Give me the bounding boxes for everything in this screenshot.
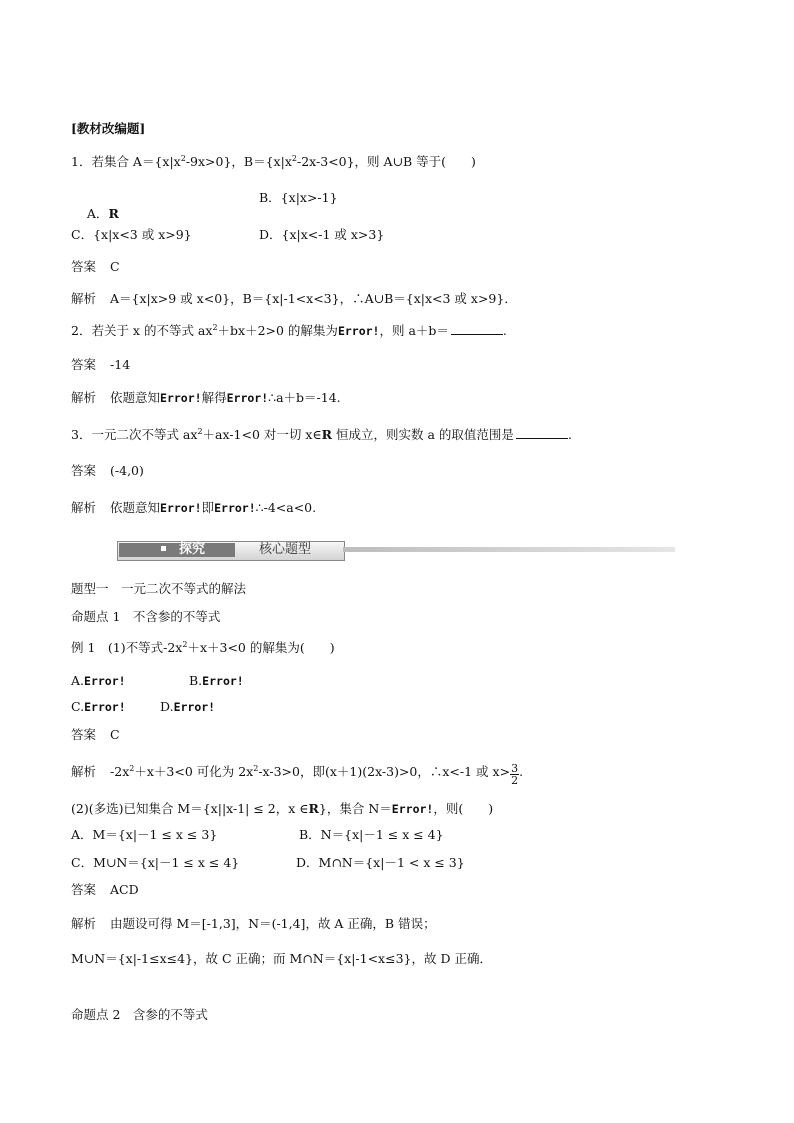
type-heading: 题型一 一元二次不等式的解法 <box>71 581 247 596</box>
question-number: 1． <box>71 154 92 169</box>
option-a-label: A. <box>71 673 85 688</box>
analysis-label: 解析 <box>71 916 97 931</box>
option-d: D．M∩N＝{x|－1 < x ≤ 3} <box>296 855 465 870</box>
option-c: C．M∪N＝{x|－1 ≤ x ≤ 4} <box>71 855 240 870</box>
analysis-text: -2x <box>110 764 130 779</box>
example-1-part-2 <box>71 801 493 817</box>
question-1 <box>71 154 476 170</box>
option-d <box>160 699 215 715</box>
real-set-symbol: R <box>308 801 319 816</box>
analysis-row <box>71 390 341 406</box>
answer-blank <box>516 428 568 439</box>
question-text: -2x-3<0}，则 A∪B 等于( ) <box>296 154 476 169</box>
question-text: -9x>0}，B＝{x|x <box>185 154 292 169</box>
question-3 <box>71 427 572 443</box>
analysis-row <box>71 916 436 932</box>
option-a-label: A． <box>86 206 109 221</box>
answer-label: 答案 <box>71 463 97 478</box>
option-c: C．{x|x<3 或 x>9} <box>71 227 192 242</box>
question-text: }，集合 N＝ <box>318 801 392 816</box>
answer-value: C <box>110 727 120 742</box>
superscript: 2 <box>291 154 297 163</box>
option-b: B．{x|x>-1} <box>259 190 338 205</box>
option-b-label: B. <box>189 673 203 688</box>
question-text: (2)(多选)已知集合 M＝{x||x-1| ≤ 2，x ∈ <box>71 801 309 816</box>
error-placeholder: Error! <box>202 674 244 688</box>
question-text: ＋ax-1<0 对一切 x∈ <box>202 427 322 442</box>
answer-blank <box>451 324 503 335</box>
analysis-label: 解析 <box>71 500 97 515</box>
subtopic-heading: 命题点 2 含参的不等式 <box>71 1007 208 1022</box>
analysis-text: . <box>519 764 524 779</box>
analysis-text: ＋x＋3<0 可化为 2x <box>134 764 254 779</box>
option-a: A．M＝{x|－1 ≤ x ≤ 3} <box>71 827 218 842</box>
superscript: 2 <box>182 640 188 649</box>
analysis-label: 解析 <box>71 390 97 405</box>
analysis-text: ∴-4<a<0. <box>255 500 317 515</box>
option-c-label: C. <box>71 699 85 714</box>
analysis-text: A＝{x|x>9 或 x<0}，B＝{x|-1<x<3}，∴A∪B＝{x|x<3 或 x>9}． <box>110 291 517 306</box>
superscript: 2 <box>253 764 259 773</box>
error-placeholder: Error! <box>84 700 126 714</box>
analysis-row <box>71 500 316 516</box>
answer-value: (-4,0) <box>110 463 144 478</box>
question-text: 恒成立，则实数 a 的取值范围是 <box>332 427 514 442</box>
question-text: 若集合 A＝{x|x <box>91 154 181 169</box>
error-placeholder: Error! <box>391 802 434 816</box>
real-set-symbol: R <box>321 427 333 442</box>
section-tag: [教材改编题] <box>71 121 146 136</box>
banner-left-label: 探究 <box>179 542 206 557</box>
question-text: 若关于 x 的不等式 ax <box>91 323 213 338</box>
option-d: D．{x|x<-1 或 x>3} <box>259 227 385 242</box>
banner-dark-block <box>119 543 235 557</box>
analysis-text: ∴a＋b＝-14. <box>268 390 341 405</box>
question-text: 一元二次不等式 ax <box>91 427 198 442</box>
subtopic-heading: 命题点 1 不含参的不等式 <box>71 609 221 624</box>
option-b <box>189 673 244 689</box>
question-2 <box>71 323 507 339</box>
superscript: 2 <box>197 427 203 436</box>
analysis-label: 解析 <box>71 291 97 306</box>
analysis-text: -x-3>0，即(x＋1)(2x-3)>0，∴x<-1 或 x> <box>258 764 511 779</box>
analysis-text: 依题意知 <box>110 500 161 515</box>
analysis-text: 解得 <box>201 390 227 405</box>
example-1-question <box>71 640 335 656</box>
error-placeholder: Error! <box>226 391 269 405</box>
option-c <box>71 699 126 715</box>
answer-row <box>71 882 139 898</box>
answer-row <box>71 727 120 743</box>
question-text: ，则( ) <box>433 801 494 816</box>
error-placeholder: Error! <box>84 674 126 688</box>
superscript: 2 <box>212 323 218 332</box>
answer-value: ACD <box>110 882 139 897</box>
analysis-text: 由题设可得 M＝[-1,3]，N＝(-1,4]，故 A 正确，B 错误； <box>110 916 436 931</box>
banner-rule <box>343 547 675 552</box>
fraction-numerator: 3 <box>511 762 519 775</box>
analysis-row <box>71 763 523 786</box>
question-text: ＋x＋3<0 的解集为( ) <box>187 640 335 655</box>
error-placeholder: Error! <box>337 324 380 338</box>
analysis-label: 解析 <box>71 764 97 779</box>
answer-label: 答案 <box>71 727 97 742</box>
analysis-text: 依题意知 <box>110 390 161 405</box>
superscript: 2 <box>180 154 186 163</box>
fraction-denominator: 2 <box>511 774 519 787</box>
option-b: B．N＝{x|－1 ≤ x ≤ 4} <box>299 827 444 842</box>
answer-label: 答案 <box>71 259 97 274</box>
superscript: 2 <box>129 764 135 773</box>
answer-row <box>71 259 120 275</box>
answer-value: -14 <box>110 357 131 372</box>
question-text: 例 1 (1)不等式-2x <box>71 640 183 655</box>
question-text: . <box>502 323 507 338</box>
error-placeholder: Error! <box>173 700 216 714</box>
answer-row <box>71 357 130 373</box>
fraction <box>510 763 519 786</box>
question-text: . <box>567 427 572 442</box>
error-placeholder: Error! <box>160 391 202 405</box>
analysis-row <box>71 291 517 307</box>
answer-value: C <box>110 259 120 274</box>
question-number: 2． <box>71 323 92 338</box>
question-text: ＋bx＋2>0 的解集为 <box>217 323 338 338</box>
error-placeholder: Error! <box>160 501 202 515</box>
option-a <box>71 673 126 689</box>
question-text: ，则 a＋b＝ <box>379 323 449 338</box>
option-d-label: D. <box>160 699 174 714</box>
square-bullet-icon <box>161 546 166 551</box>
option-a: R <box>108 206 119 221</box>
section-banner <box>117 541 675 561</box>
error-placeholder: Error! <box>214 501 256 515</box>
answer-label: 答案 <box>71 882 97 897</box>
question-number: 3． <box>71 427 92 442</box>
answer-label: 答案 <box>71 357 97 372</box>
banner-right-label: 核心题型 <box>259 542 312 557</box>
analysis-continued: M∪N＝{x|-1≤x≤4}，故 C 正确；而 M∩N＝{x|-1<x≤3}，故 D 正确． <box>71 951 492 966</box>
analysis-text: 即 <box>201 500 215 515</box>
answer-row <box>71 463 144 479</box>
